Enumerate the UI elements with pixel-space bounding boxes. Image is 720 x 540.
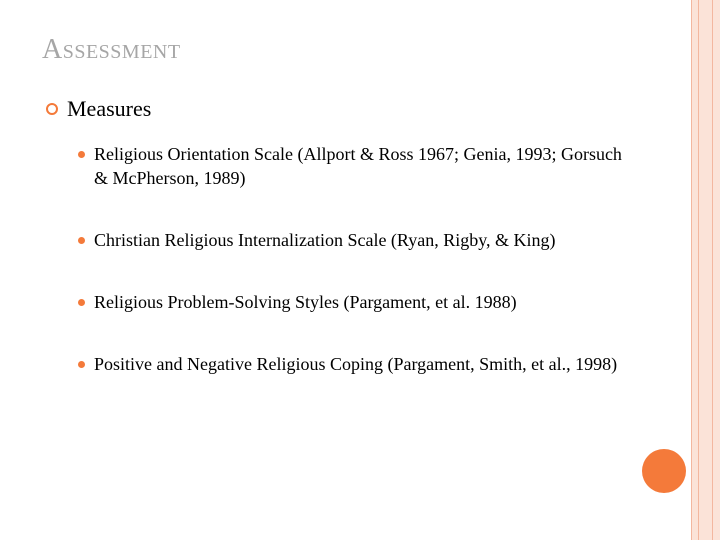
ring-bullet-icon	[46, 103, 58, 115]
dot-bullet-icon	[78, 299, 85, 306]
list-item-text: Religious Problem-Solving Styles (Pargament, et al. 1988)	[94, 292, 517, 312]
dot-bullet-icon	[78, 361, 85, 368]
orange-circle-decoration	[642, 449, 686, 493]
dot-bullet-icon	[78, 151, 85, 158]
dot-bullet-icon	[78, 237, 85, 244]
list-item-text: Religious Orientation Scale (Allport & Ross 1967; Genia, 1993; Gorsuch & McPherson, 1989)	[94, 144, 622, 188]
level1-bullet	[46, 96, 151, 122]
slide-title: Assessment	[42, 34, 181, 65]
list-item	[78, 290, 638, 314]
list-item	[78, 352, 638, 376]
right-decorative-border	[690, 0, 720, 540]
level1-text: Measures	[67, 96, 152, 121]
list-item	[78, 142, 638, 190]
list-item-text: Christian Religious Internalization Scale (Ryan, Rigby, & King)	[94, 230, 556, 250]
list-item	[78, 228, 638, 252]
measures-list	[78, 142, 638, 414]
list-item-text: Positive and Negative Religious Coping (Pargament, Smith, et al., 1998)	[94, 354, 618, 374]
